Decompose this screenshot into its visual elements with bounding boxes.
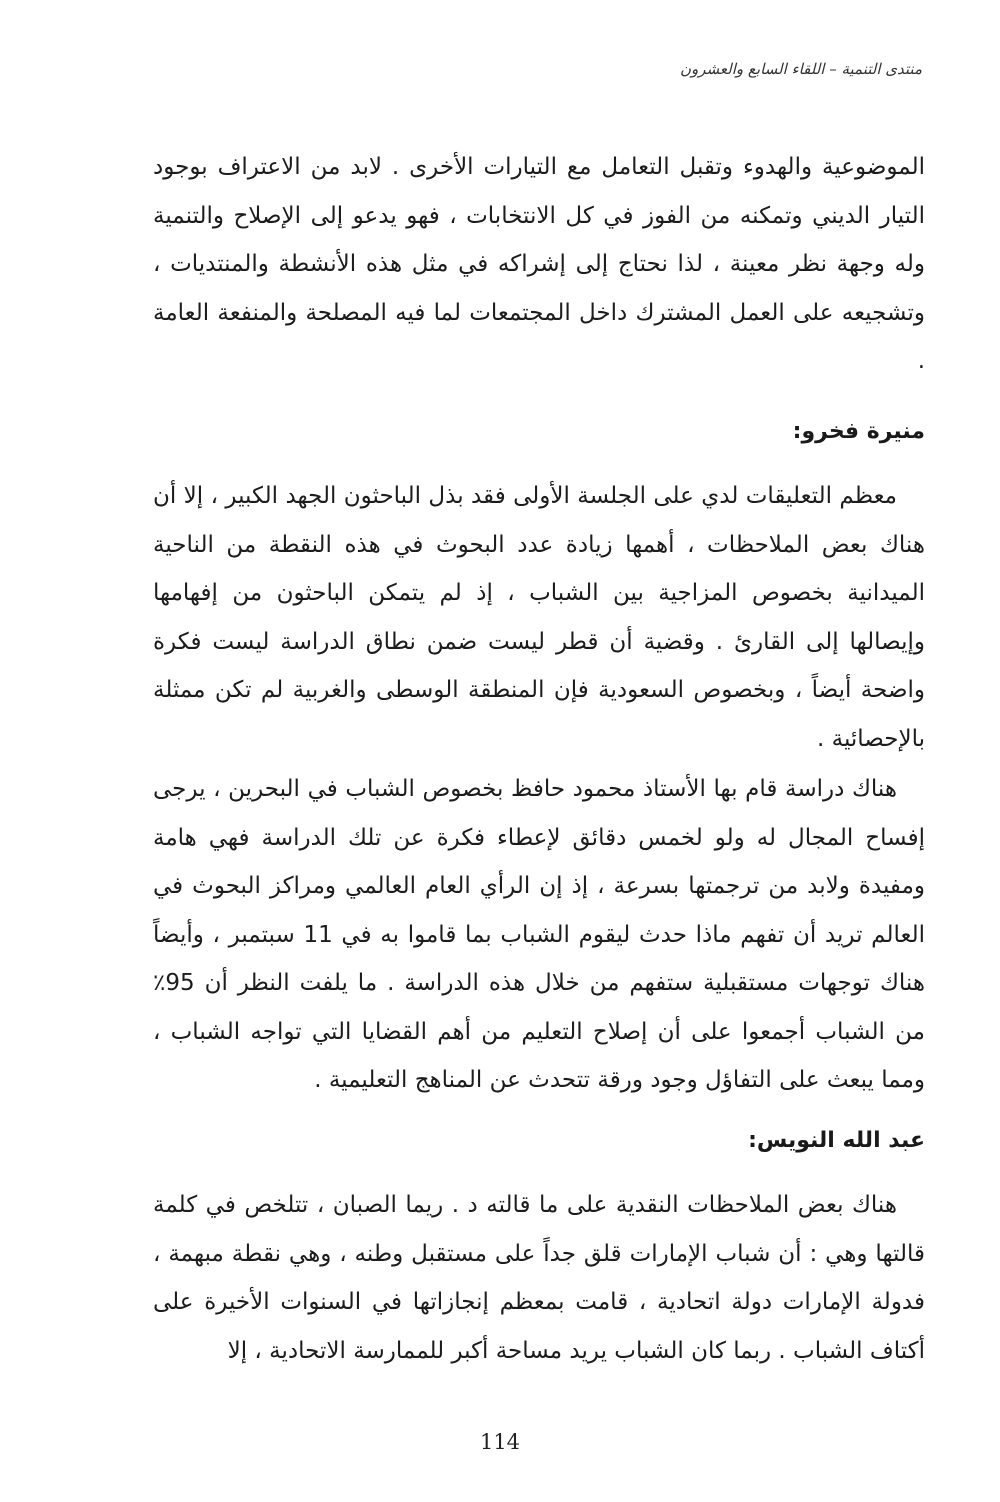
paragraph-abdullah-1: هناك بعض الملاحظات النقدية على ما قالته د . ريما الصبان ، تتلخص في كلمة قالتها وهي : أن شباب الإمارات قلق جداً على مستقبل وطنه ، وهي نقطة مبهمة ، فدولة الإمارات دولة اتحادية ، قامت بمعظم إنجازاتها في السنوات الأخيرة على أكتاف الشباب . ربما كان الشباب يريد مساحة أكبر للممارسة الاتحادية ، إلا [153, 1192, 925, 1364]
page-number: 114 [479, 1430, 521, 1454]
paragraph-munira-2: هناك دراسة قام بها الأستاذ محمود حافظ بخصوص الشباب في البحرين ، يرجى إفساح المجال له ولو لخمس دقائق لإعطاء فكرة عن تلك الدراسة فهي هامة ومفيدة ولابد من ترجمتها بسرعة ، إذ إن الرأي العام العالمي ومراكز البحوث في العالم تريد أن تفهم ماذا حدث ليقوم الشباب بما قاموا به في 11 سبتمبر ، وأيضاً هناك توجهات مستقبلية ستفهم من خلال هذه الدراسة . ما يلفت النظر أن 95٪ من الشباب أجمعوا على أن إصلاح التعليم من أهم القضايا التي تواجه الشباب ، ومما يبعث على التفاؤل وجود ورقة تتحدث عن المناهج التعليمية . [153, 776, 925, 1093]
running-header: منتدى التنمية – اللقاء السابع والعشرون [680, 60, 922, 78]
paragraph-munira-1: معظم التعليقات لدي على الجلسة الأولى فقد بذل الباحثون الجهد الكبير ، إلا أن هناك بعض الملاحظات ، أهمها زيادة عدد البحوث في هذه النقطة من الناحية الميدانية بخصوص المزاجية بين الشباب ، إذ لم يتمكن الباحثون من إفهامها وإيصالها إلى القارئ . وقضية أن قطر ليست ضمن نطاق الدراسة ليست فكرة واضحة أيضاً ، وبخصوص السعودية فإن المنطقة الوسطى والغربية لم تكن ممثلة بالإحصائية . [153, 483, 925, 752]
speaker-name-abdullah-alnuwais: عبد الله النويس: [748, 1128, 925, 1153]
speaker-name-munira-fakhro: منيرة فخرو: [792, 419, 925, 444]
paragraph-continuation: الموضوعية والهدوء وتقبل التعامل مع التيارات الأخرى . لابد من الاعتراف بوجود التيار الديني وتمكنه من الفوز في كل الانتخابات ، فهو يدعو إلى الإصلاح والتنمية وله وجهة نظر معينة ، لذا نحتاج إلى إشراكه في مثل هذه الأنشطة والمنتديات ، وتشجيعه على العمل المشترك داخل المجتمعات لما فيه المصلحة والمنفعة العامة . [153, 154, 925, 374]
